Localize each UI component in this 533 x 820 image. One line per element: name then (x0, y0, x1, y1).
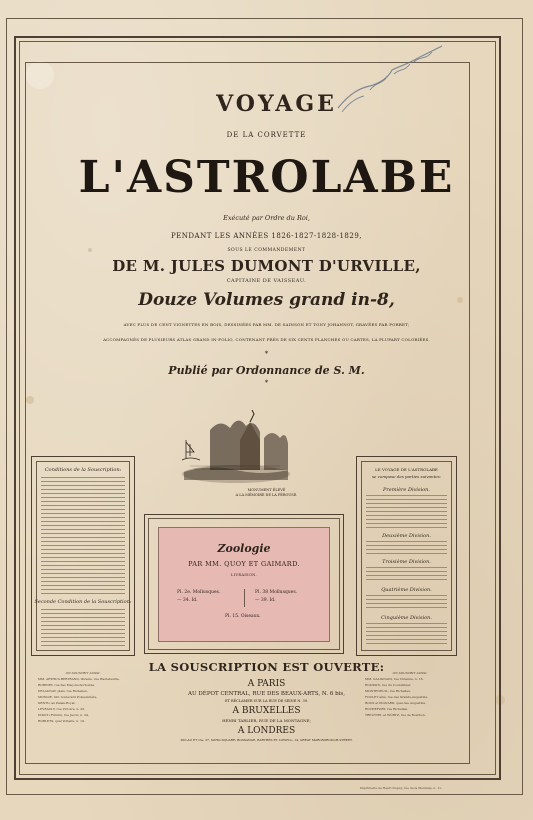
text-line (41, 489, 125, 490)
divisions-box (356, 456, 457, 656)
list-item: ROBINET, rue des Maçons-Sorbonne. (38, 683, 96, 687)
list-item: MM. GALIGNANI, rue Vivienne, n. 18, (365, 677, 424, 681)
text-line (366, 607, 447, 608)
livraison-label (158, 527, 330, 642)
text-line (41, 541, 125, 542)
text-line (41, 553, 125, 554)
text-line (366, 549, 447, 550)
right-subscriber-list (365, 670, 455, 718)
paris-depot-2: ET RÉCLAMER SUR LA RUE DE SEINE N. 39. (224, 699, 309, 703)
subscription-londres: A LONDRES (237, 726, 296, 736)
commander-rank: CAPITAINE DE VAISSEAU. (226, 278, 307, 284)
left-subscriber-list (38, 670, 128, 724)
subscription-paris: A PARIS (247, 679, 286, 689)
text-line (41, 633, 125, 634)
text-line (366, 515, 447, 516)
text-line (366, 643, 447, 644)
bruxelles-address: HENRI TARLIER, RUE DE LA MONTAGNE; (222, 718, 311, 723)
subscription-bruxelles: A BRUXELLES (232, 706, 301, 716)
text-line (366, 553, 447, 554)
title-voyage: VOYAGE (216, 91, 337, 117)
list-item: LEVRAULT, rue Victoire, n. 26, (38, 707, 86, 711)
text-line (366, 495, 447, 496)
text-line (41, 481, 125, 482)
list-item: MONTENEUIL, rue Richelieu, (365, 689, 412, 693)
list-item: DENTU, au Palais-Royal, (38, 701, 76, 705)
under-command-line: SOUS LE COMMANDEMENT (227, 248, 306, 253)
divisions-heading: LE VOYAGE DE L'ASTROLABE (375, 467, 438, 472)
text-line (366, 545, 447, 546)
label-divider (244, 589, 245, 607)
text-line (41, 485, 125, 486)
volumes-line: Douze Volumes grand in-8, (138, 290, 395, 310)
division-3: Troisième Division. (382, 559, 431, 565)
list-item: ROBLETS, quai Voltaire, n. 19. (38, 719, 85, 723)
text-line (41, 561, 125, 562)
text-line (41, 513, 125, 514)
text-line (41, 645, 125, 646)
list-item: ROUSSIN, rue du Coulombier, (365, 683, 412, 687)
text-line (41, 573, 125, 574)
plate-left-2: — 34. Id. (177, 598, 198, 603)
division-1: Première Division. (383, 487, 430, 493)
list-item: TREUTTEL et WÜRTZ, rue de Bourbon. (365, 713, 426, 717)
text-line (41, 629, 125, 630)
text-line (41, 505, 125, 506)
text-line (41, 477, 125, 478)
plate-bottom: Pl. 15. Oiseaux. (225, 614, 261, 619)
second-conditions-heading: Seconde Condition de la Souscription: (34, 599, 132, 605)
paris-depot: AU DÉPOT CENTRAL, RUE DES BEAUX-ARTS, N. 6 bis, (188, 691, 345, 697)
left-list-heading: ON SOUSCRIT AUSSI: (65, 671, 101, 675)
label-section: Zoologie (217, 542, 271, 555)
text-line (41, 537, 125, 538)
title-corvette: DE LA CORVETTE (226, 131, 307, 139)
text-line (41, 525, 125, 526)
conditions-heading: Conditions de la Souscription: (44, 467, 122, 473)
text-line (41, 621, 125, 622)
text-line (366, 507, 447, 508)
text-line (41, 549, 125, 550)
plate-right-1: Pl. 38 Mollusques. (255, 590, 298, 595)
list-item: FOULET aîné, rue des Grands-Augustins, (365, 695, 428, 699)
text-line (366, 511, 447, 512)
text-line (366, 639, 447, 640)
division-4: Quatrième Division. (381, 587, 432, 593)
published-line: Publié par Ordonnance de S. M. (168, 364, 365, 377)
label-livraison: LIVRAISON. (231, 573, 257, 577)
printer-imprint: Imprimerie de Henri Dupuy, rue de la Monnaie, n. 11. (360, 786, 443, 790)
text-line (366, 595, 447, 596)
text-line (41, 609, 125, 610)
text-line (41, 569, 125, 570)
text-line (41, 521, 125, 522)
text-line (41, 545, 125, 546)
text-line (366, 627, 447, 628)
text-line (41, 501, 125, 502)
subscription-open: LA SOUSCRIPTION EST OUVERTE: (148, 660, 385, 674)
londres-address: DULAU ET Cie, 37, SOHO-SQUARE; BOSSANGE, BARTHÈS ET LOWELL, 14, GREAT MARLBOROUGH-STREET. (180, 738, 353, 742)
text-line (41, 589, 125, 590)
right-list-heading: ON SOUSCRIT AUSSI: (392, 671, 428, 675)
text-line (41, 497, 125, 498)
conditions-box (31, 456, 135, 656)
text-line (366, 631, 447, 632)
text-line (41, 625, 125, 626)
list-item: MONGIE, libr. boulevard Poissonnière, (38, 695, 98, 699)
list-item: ROCHEFORT, rue Richelieu, (365, 707, 409, 711)
text-line (41, 593, 125, 594)
divisions-subheading: se compose des parties suivantes: (372, 474, 441, 479)
text-line (41, 557, 125, 558)
text-line (41, 637, 125, 638)
text-line (366, 523, 447, 524)
text-line (366, 519, 447, 520)
ornament-star: * (264, 350, 269, 358)
plate-left-1: Pl. 2e. Mollusques. (177, 590, 221, 595)
list-item: DIDOT (Firmin), rue Jacob, n. 24, (38, 713, 89, 717)
text-line (366, 503, 447, 504)
text-line (366, 635, 447, 636)
years-line: PENDANT LES ANNÉES 1826-1827-1828-1829, (170, 232, 363, 240)
text-line (366, 575, 447, 576)
text-line (366, 599, 447, 600)
vignettes-line: AVEC PLUS DE CENT VIGNETTES EN BOIS, DESSINÉES PAR MM. DE SAINSON ET TONY JOHANNOT, GRAVÉES PAR PORRET; (123, 322, 410, 327)
text-line (366, 579, 447, 580)
list-item: ROUX et PIGNARD, quai des Augustins, (365, 701, 426, 705)
atlas-line: ACCOMPAGNÉS DE PLUSIEURS ATLAS GRAND IN-FOLIO, CONTENANT PRÈS DE SIX CENTS PLANCHES OU CARTES, LA PLUPART COLORIÉES. (103, 337, 430, 342)
vignette-caption: MONUMENT ÉLEVÉ A LA MÉMOIRE DE LA PÉROUSE. (235, 488, 298, 497)
text-line (41, 517, 125, 518)
text-line (41, 581, 125, 582)
text-line (41, 509, 125, 510)
division-2: Deuxième Division. (382, 533, 431, 539)
text-line (41, 613, 125, 614)
text-line (41, 565, 125, 566)
text-line (41, 493, 125, 494)
executed-line: Exécuté par Ordre du Roi, (223, 214, 310, 222)
text-line (366, 499, 447, 500)
label-authors: PAR MM. QUOY ET GAIMARD. (188, 560, 300, 568)
text-line (41, 529, 125, 530)
text-line (366, 541, 447, 542)
commander-name: DE M. JULES DUMONT D'URVILLE, (112, 257, 421, 275)
text-line (366, 623, 447, 624)
text-line (366, 567, 447, 568)
division-5: Cinquième Division. (381, 615, 432, 621)
monument-vignette-image (180, 400, 292, 488)
text-line (366, 527, 447, 528)
text-line (41, 585, 125, 586)
text-line (41, 577, 125, 578)
text-line (41, 641, 125, 642)
title-ship-name: L'ASTROLABE (78, 152, 455, 203)
text-line (41, 617, 125, 618)
text-line (41, 533, 125, 534)
text-line (366, 603, 447, 604)
list-item: DELAUNAY, plais, rue Richelieu, (38, 689, 88, 693)
list-item: MM. ARTHUS-BERTRAND, libraire, rue Hautefeuille, (38, 677, 120, 681)
plate-right-2: — 39. Id. (255, 598, 276, 603)
text-line (366, 571, 447, 572)
ornament-star-2: * (264, 379, 269, 387)
